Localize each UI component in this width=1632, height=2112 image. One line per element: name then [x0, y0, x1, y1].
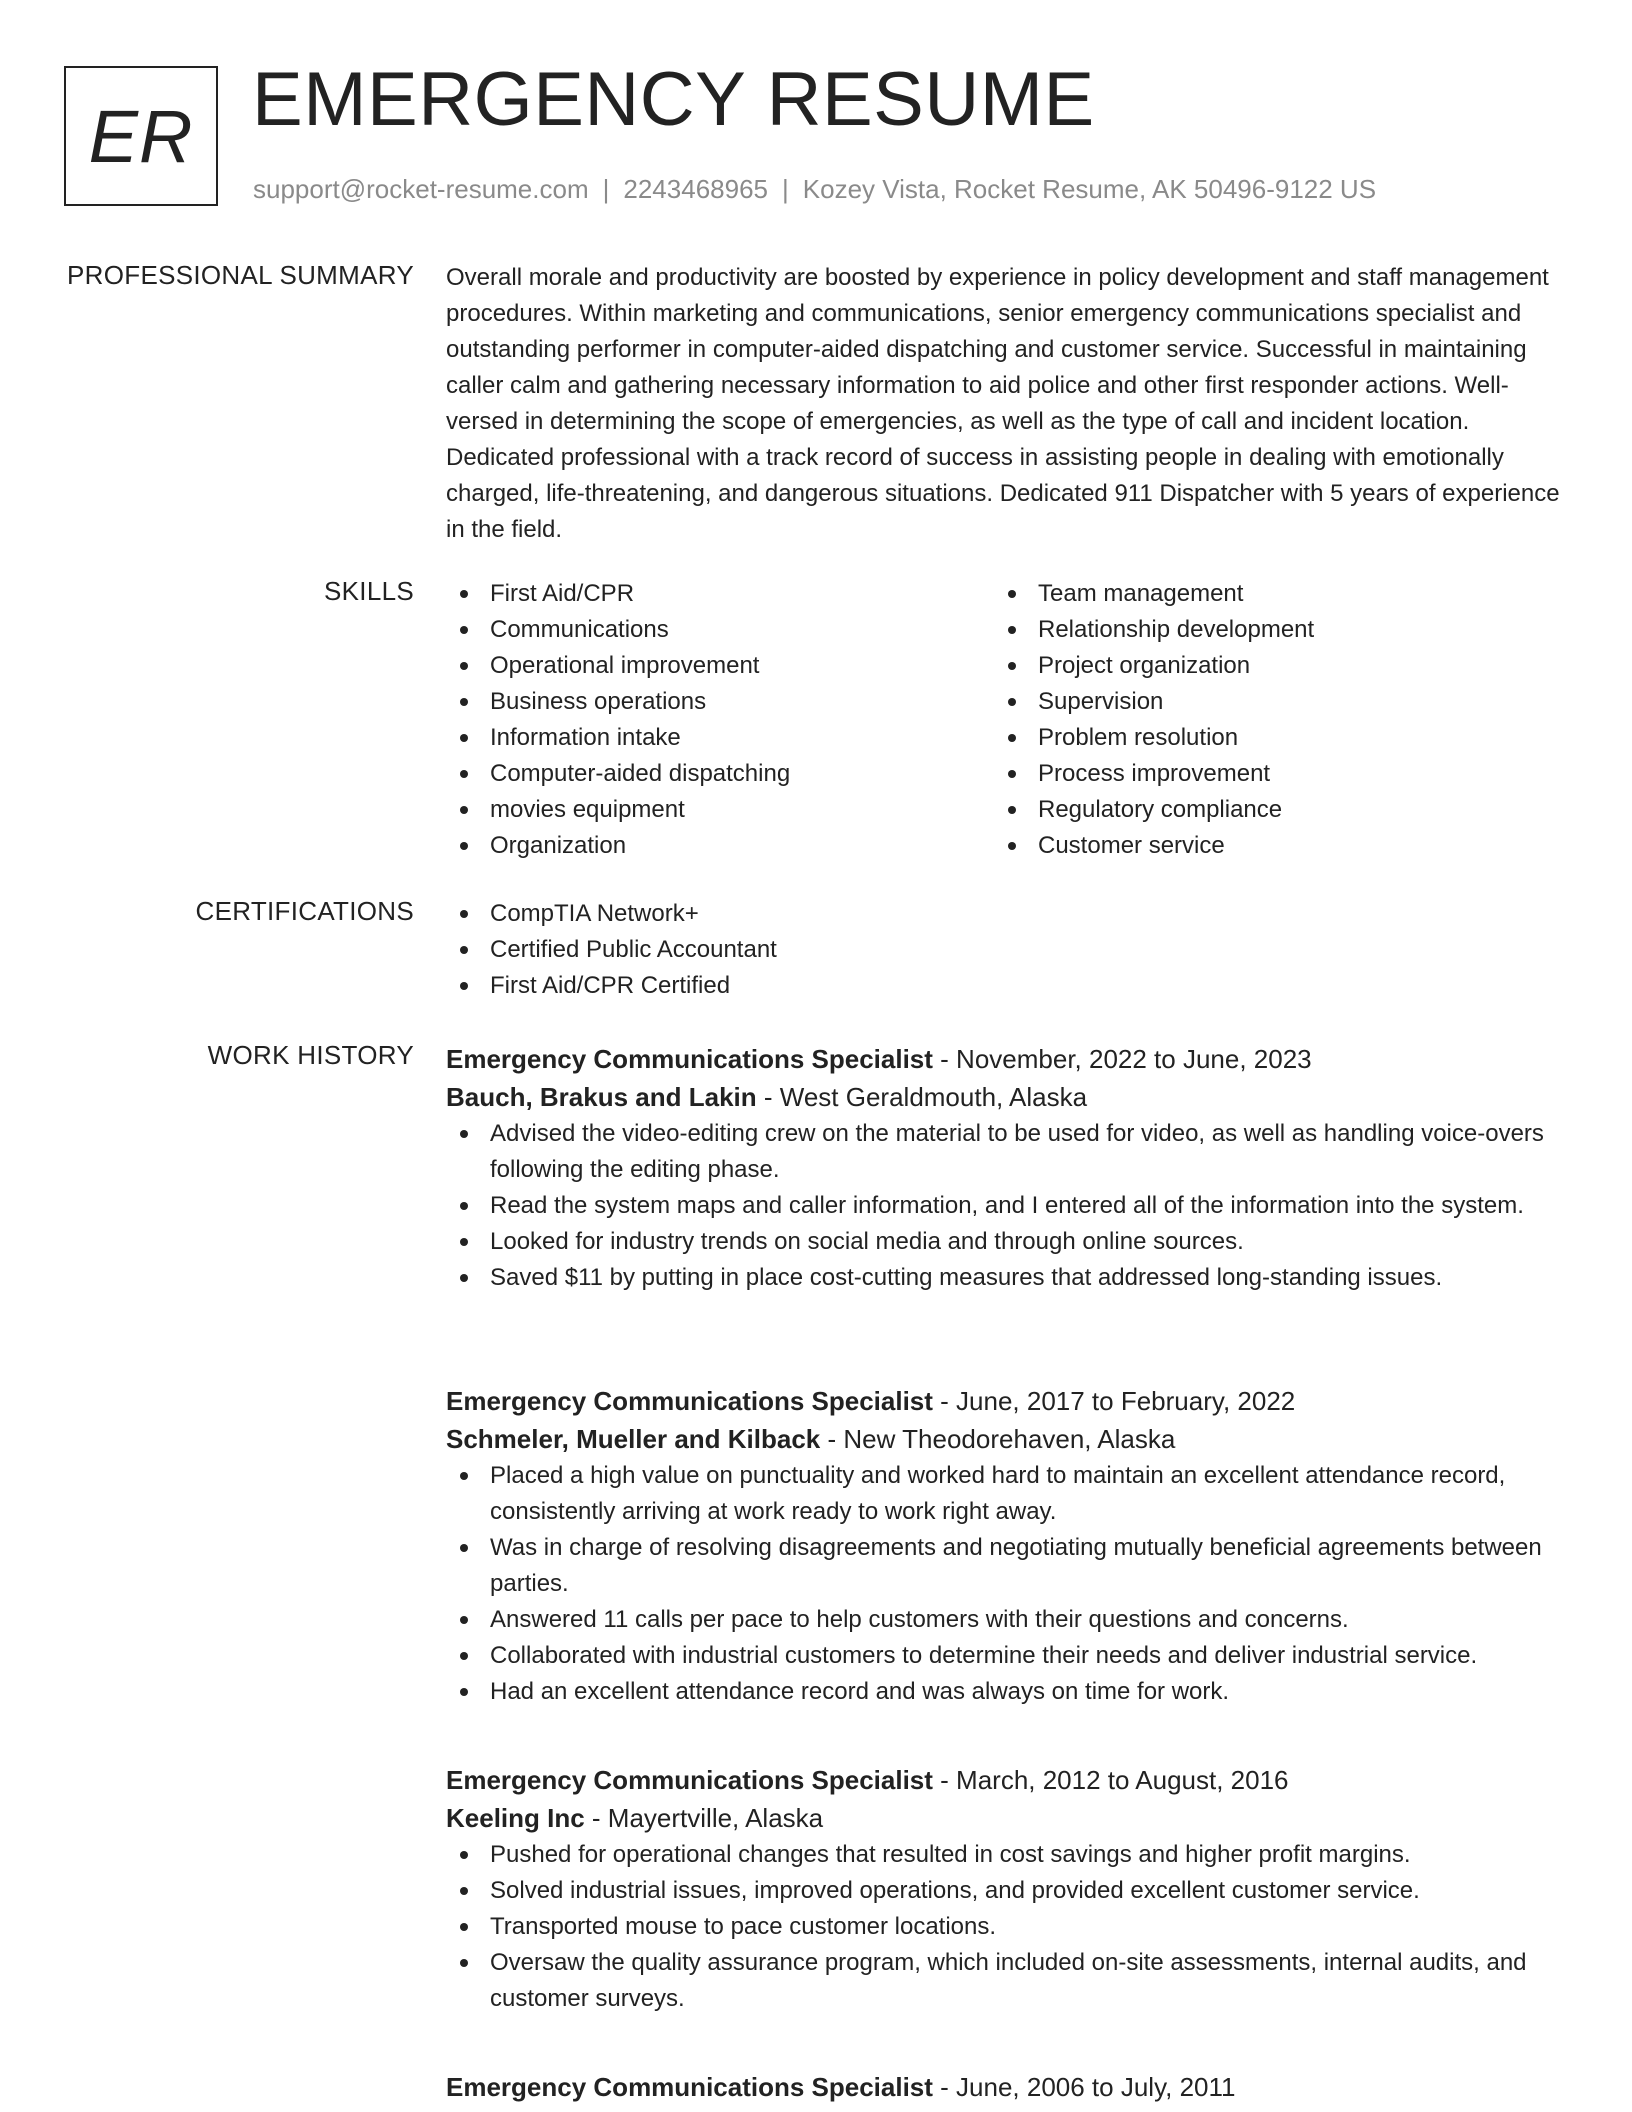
job-bullet: Advised the video-editing crew on the material to be used for video, as well as handling voice-overs following the editing phase. [446, 1116, 1562, 1188]
job-dates: - November, 2022 to June, 2023 [932, 1044, 1312, 1074]
certification-item: First Aid/CPR Certified [446, 968, 1562, 1004]
monogram-logo: ER [64, 66, 218, 206]
job-location: - West Geraldmouth, Alaska [756, 1082, 1088, 1112]
job-title: Emergency Communications Specialist [446, 1765, 933, 1795]
job-title-line [446, 1761, 1562, 1799]
certification-item: Certified Public Accountant [446, 932, 1562, 968]
job-company: Bauch, Brakus and Lakin [446, 1082, 757, 1112]
job-bullet: Placed a high value on punctuality and worked hard to maintain an excellent attendance record, consistently arriving at work ready to work right away. [446, 1458, 1562, 1530]
job-dates: - March, 2012 to August, 2016 [932, 1765, 1289, 1795]
skill-item: movies equipment [446, 792, 994, 828]
job-title: Emergency Communications Specialist [446, 1386, 933, 1416]
resume-name: EMERGENCY RESUME [252, 57, 1095, 142]
job-bullet: Answered 11 calls per pace to help customers with their questions and concerns. [446, 1602, 1562, 1638]
job-bullet: Transported mouse to pace customer locations. [446, 1909, 1562, 1945]
work-history-body [446, 1040, 1562, 2106]
skill-item: Customer service [994, 828, 1542, 864]
contact-address: Kozey Vista, Rocket Resume, AK 50496-9122 US [802, 174, 1377, 204]
job-company-line [446, 1799, 1562, 1837]
job-title: Emergency Communications Specialist [446, 2072, 933, 2102]
skill-item: Process improvement [994, 756, 1542, 792]
job-entry [446, 2068, 1562, 2106]
job-bullet: Collaborated with industrial customers to determine their needs and deliver industrial service. [446, 1638, 1562, 1674]
skill-item: Relationship development [994, 612, 1542, 648]
skill-item: Regulatory compliance [994, 792, 1542, 828]
certification-item: CompTIA Network+ [446, 896, 1562, 932]
certifications-body [446, 896, 1562, 1004]
job-bullets [446, 1837, 1562, 2017]
skills-label: SKILLS [324, 576, 414, 606]
job-dates: - June, 2006 to July, 2011 [932, 2072, 1236, 2102]
certifications-list [446, 896, 1562, 1004]
skill-item: Information intake [446, 720, 994, 756]
job-entry [446, 1761, 1562, 2068]
job-location: - Mayertville, Alaska [584, 1803, 824, 1833]
skill-item: Organization [446, 828, 994, 864]
job-entry [446, 1382, 1562, 1761]
job-bullet: Solved industrial issues, improved operations, and provided excellent customer service. [446, 1873, 1562, 1909]
job-title-line [446, 1382, 1562, 1420]
skill-item: Project organization [994, 648, 1542, 684]
skill-item: Supervision [994, 684, 1542, 720]
contact-separator: | [782, 174, 789, 204]
job-bullets [446, 1458, 1562, 1710]
job-title-line [446, 1040, 1562, 1078]
job-bullet: Read the system maps and caller information, and I entered all of the information into the system. [446, 1188, 1562, 1224]
job-bullet: Pushed for operational changes that resulted in cost savings and higher profit margins. [446, 1837, 1562, 1873]
skill-item: Team management [994, 576, 1542, 612]
job-bullet: Was in charge of resolving disagreements and negotiating mutually beneficial agreements between parties. [446, 1530, 1562, 1602]
skill-item: First Aid/CPR [446, 576, 994, 612]
job-bullet: Looked for industry trends on social media and through online sources. [446, 1224, 1562, 1260]
summary-label: PROFESSIONAL SUMMARY [67, 260, 414, 290]
job-title: Emergency Communications Specialist [446, 1044, 933, 1074]
skill-item: Business operations [446, 684, 994, 720]
skills-columns [446, 576, 1562, 864]
skills-list-left [446, 576, 994, 864]
job-bullet: Oversaw the quality assurance program, which included on-site assessments, internal audits, and customer surveys. [446, 1945, 1562, 2017]
work-history-label: WORK HISTORY [207, 1040, 414, 1070]
skills-list-right [994, 576, 1542, 864]
contact-phone: 2243468965 [623, 174, 768, 204]
skill-item: Computer-aided dispatching [446, 756, 994, 792]
skill-item: Communications [446, 612, 994, 648]
contact-line [253, 174, 1376, 205]
contact-email: support@rocket-resume.com [253, 174, 589, 204]
skill-item: Operational improvement [446, 648, 994, 684]
job-dates: - June, 2017 to February, 2022 [932, 1386, 1296, 1416]
job-location: - New Theodorehaven, Alaska [820, 1424, 1176, 1454]
job-company: Schmeler, Mueller and Kilback [446, 1424, 821, 1454]
job-bullets [446, 1116, 1562, 1296]
summary-text: Overall morale and productivity are boosted by experience in policy development and staff management procedures. Within marketing and communications, senior emergency communications specialist and outstanding performer in computer-aided dispatching and customer service. Successful in maintaining caller calm and gathering necessary information to aid police and other first responder actions. Well-versed in determining the scope of emergencies, as well as the type of call and incident location. Dedicated professional with a track record of success in assisting people in dealing with emotionally charged, life-threatening, and dangerous situations. Dedicated 911 Dispatcher with 5 years of experience in the field. [446, 264, 1560, 543]
job-bullet: Had an excellent attendance record and was always on time for work. [446, 1674, 1562, 1710]
skill-item: Problem resolution [994, 720, 1542, 756]
job-bullet: Saved $11 by putting in place cost-cutting measures that addressed long-standing issues. [446, 1260, 1562, 1296]
job-company-line [446, 1078, 1562, 1116]
job-entry [446, 1040, 1562, 1382]
certifications-label: CERTIFICATIONS [195, 896, 414, 926]
job-company: Keeling Inc [446, 1803, 585, 1833]
job-company-line [446, 1420, 1562, 1458]
job-title-line [446, 2068, 1562, 2106]
contact-separator: | [602, 174, 610, 204]
